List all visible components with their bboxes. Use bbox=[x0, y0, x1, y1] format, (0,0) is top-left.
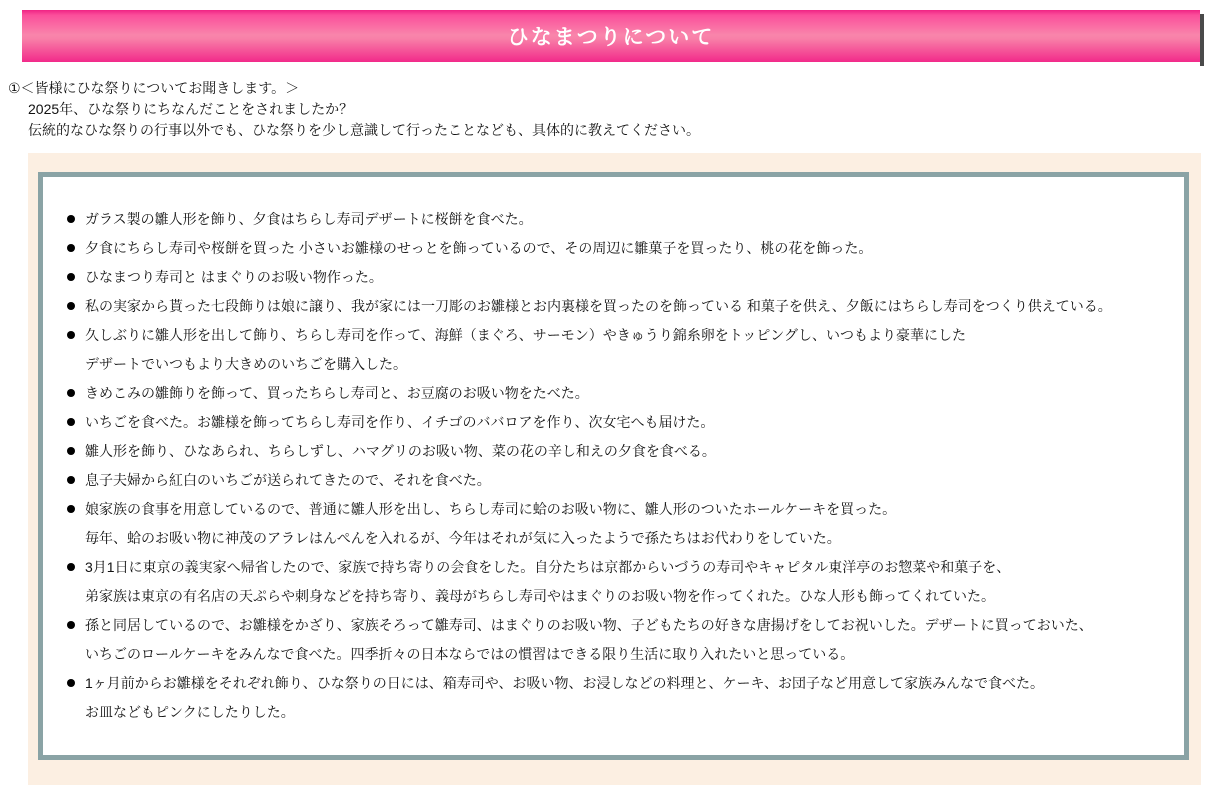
list-item-text: 3月1日に東京の義実家へ帰省したので、家族で持ち寄りの会食をした。自分たちは京都からいづうの寿司やキャピタル東洋亭のお惣菜や和菓子を、 弟家族は東京の有名店の天ぷらや刺身などを持ち寄り、義母がちらし寿司やはまぐりのお吸い物を作ってくれた。ひな人形も飾ってくれていた。 bbox=[85, 559, 1011, 604]
list-item-text: きめこみの雛飾りを飾って、買ったちらし寿司と、お豆腐のお吸い物をたべた。 bbox=[85, 385, 589, 401]
list-item bbox=[67, 205, 1166, 234]
list-item bbox=[67, 437, 1166, 466]
list-item bbox=[67, 611, 1166, 669]
bullet-icon bbox=[67, 669, 85, 687]
bullet-icon bbox=[67, 205, 85, 223]
responses-panel bbox=[28, 153, 1201, 785]
bullet-icon bbox=[67, 437, 85, 455]
bullet-icon bbox=[67, 466, 85, 484]
list-item-text: 久しぶりに雛人形を出して飾り、ちらし寿司を作って、海鮮（まぐろ、サーモン）やきゅうり錦糸卵をトッピングし、いつもより豪華にした デザートでいつもより大きめのいちごを購入した。 bbox=[85, 327, 967, 372]
list-item-text: ひなまつり寿司と はまぐりのお吸い物作った。 bbox=[85, 269, 383, 285]
list-item bbox=[67, 495, 1166, 553]
question-intro-line: ①＜皆様にひな祭りについてお聞きします。＞ bbox=[8, 80, 300, 96]
bullet-icon bbox=[67, 263, 85, 281]
responses-list bbox=[67, 205, 1166, 727]
list-item bbox=[67, 408, 1166, 437]
list-item-text: 孫と同居しているので、お雛様をかざり、家族そろって雛寿司、はまぐりのお吸い物、子どもたちの好きな唐揚げをしてお祝いした。デザートに買っておいた、 いちごのロールケーキをみんなで食べた。四季折々の日本ならではの慣習はできる限り生活に取り入れたいと思っている。 bbox=[85, 617, 1093, 662]
list-item-text: 夕食にちらし寿司や桜餅を買った 小さいお雛様のせっとを飾っているので、その周辺に雛菓子を買ったり、桃の花を飾った。 bbox=[85, 240, 873, 256]
bullet-icon bbox=[67, 408, 85, 426]
title-bar bbox=[22, 10, 1200, 62]
bullet-icon bbox=[67, 292, 85, 310]
list-item-text: いちごを食べた。お雛様を飾ってちらし寿司を作り、イチゴのババロアを作り、次女宅へも届けた。 bbox=[85, 414, 715, 430]
bullet-icon bbox=[67, 553, 85, 571]
bullet-icon bbox=[67, 495, 85, 513]
list-item bbox=[67, 234, 1166, 263]
list-item bbox=[67, 321, 1166, 379]
question-line-3: 伝統的なひな祭りの行事以外でも、ひな祭りを少し意識して行ったことなども、具体的に教えてください。 bbox=[28, 122, 700, 138]
list-item-text: 息子夫婦から紅白のいちごが送られてきたので、それを食べた。 bbox=[85, 472, 491, 488]
question-line-2: 2025年、ひな祭りにちなんだことをされましたか？ bbox=[28, 101, 354, 117]
list-item bbox=[67, 669, 1166, 727]
bullet-icon bbox=[67, 234, 85, 252]
list-item-text: ガラス製の雛人形を飾り、夕食はちらし寿司デザートに桜餅を食べた。 bbox=[85, 211, 533, 227]
list-item bbox=[67, 466, 1166, 495]
bullet-icon bbox=[67, 379, 85, 397]
list-item-text: 雛人形を飾り、ひなあられ、ちらしずし、ハマグリのお吸い物、菜の花の辛し和えの夕食を食べる。 bbox=[85, 443, 716, 459]
page-title: ひなまつりについて bbox=[507, 26, 715, 49]
page bbox=[0, 10, 1216, 785]
responses-box bbox=[38, 172, 1189, 760]
list-item-text: 私の実家から貰った七段飾りは娘に譲り、我が家には一刀彫のお雛様とお内裏様を買ったのを飾っている 和菓子を供え、夕飯にはちらし寿司をつくり供えている。 bbox=[85, 298, 1112, 314]
list-item bbox=[67, 379, 1166, 408]
list-item bbox=[67, 553, 1166, 611]
question-block bbox=[8, 78, 1216, 141]
bullet-icon bbox=[67, 611, 85, 629]
list-item bbox=[67, 292, 1166, 321]
bullet-icon bbox=[67, 321, 85, 339]
list-item bbox=[67, 263, 1166, 292]
list-item-text: 1ヶ月前からお雛様をそれぞれ飾り、ひな祭りの日には、箱寿司や、お吸い物、お浸しなどの料理と、ケーキ、お団子など用意して家族みんなで食べた。 お皿などもピンクにしたりした。 bbox=[85, 675, 1044, 720]
list-item-text: 娘家族の食事を用意しているので、普通に雛人形を出し、ちらし寿司に蛤のお吸い物に、雛人形のついたホールケーキを買った。 毎年、蛤のお吸い物に神茂のアラレはんぺんを入れるが、今年はそれが気に入ったようで孫たちはお代わりをしていた。 bbox=[85, 501, 897, 546]
